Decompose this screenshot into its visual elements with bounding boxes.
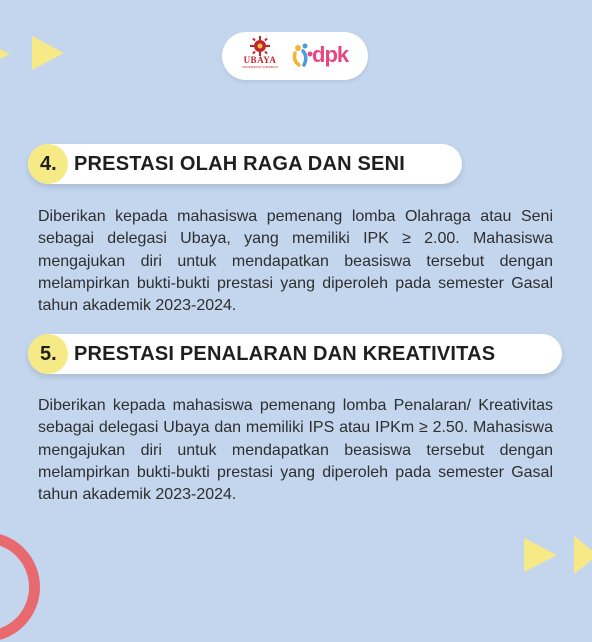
ubaya-subtitle: UNIVERSITAS SURABAYA <box>241 65 279 69</box>
section-title: PRESTASI PENALARAN DAN KREATIVITAS <box>74 343 496 365</box>
decorative-circle-arc <box>0 532 40 642</box>
section-number: 5. <box>40 343 57 365</box>
section-body-5: Diberikan kepada mahasiswa pemenang lomba Penalaran/ Kreativitas sebagai delegasi Ubaya dan memiliki IPS atau IPKm ≥ 2.50. Mahasiswa mengajukan diri untuk mendapatkan beasiswa tersebut dengan melampirkan bukti-bukti prestasi yang diperoleh pada semester Gasal tahun akademik 2023-2024. <box>38 397 553 504</box>
section-number: 4. <box>40 153 57 175</box>
dpk-figure-icon <box>292 43 314 69</box>
section-heading-5 <box>28 334 562 374</box>
decorative-triangle-right <box>524 538 557 572</box>
ubaya-wordmark: UBAYA <box>243 55 277 65</box>
decorative-triangle-right-edge <box>574 536 592 574</box>
section-heading-4 <box>28 144 462 184</box>
decorative-triangle-left-small <box>0 44 10 64</box>
dpk-logo <box>292 42 354 70</box>
ubaya-emblem-icon <box>250 36 270 56</box>
dpk-wordmark: dpk <box>312 42 349 67</box>
logo-header <box>222 32 368 80</box>
section-body-4: Diberikan kepada mahasiswa pemenang lomba Olahraga atau Seni sebagai delegasi Ubaya, yang memiliki IPK ≥ 2.00. Mahasiswa mengajukan diri untuk mendapatkan beasiswa tersebut dengan melampirkan bukti-bukti prestasi yang diperoleh pada semester Gasal tahun akademik 2023-2024. <box>38 208 553 315</box>
ubaya-logo <box>238 36 282 69</box>
decorative-triangle-left-large <box>32 36 64 70</box>
section-title: PRESTASI OLAH RAGA DAN SENI <box>74 153 405 175</box>
